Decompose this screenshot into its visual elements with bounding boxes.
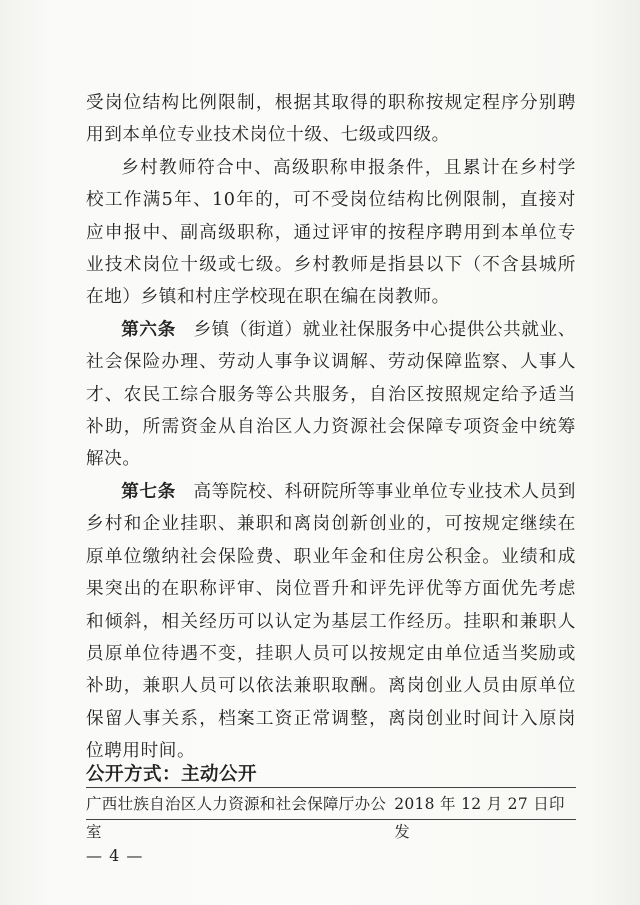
disclosure-method: 公开方式：主动公开 <box>86 764 258 785</box>
issue-line <box>86 790 576 846</box>
paragraph-1 <box>86 87 576 152</box>
footer-rule-bottom <box>86 819 576 820</box>
paragraph-1-text: 受岗位结构比例限制，根据其取得的职称按规定程序分别聘用到本单位专业技术岗位十级、七级或四级。 <box>86 93 576 146</box>
issuing-office: 广西壮族自治区人力资源和社会保障厅办公室 <box>86 795 387 841</box>
footer-rule-top <box>86 787 576 788</box>
page-number: — 4 — <box>86 846 144 865</box>
article-6-heading: 第六条 <box>121 318 176 340</box>
paragraph-2-text: 乡村教师符合中、高级职称申报条件，且累计在乡村学校工作满5年、10年的，可不受岗位结构比例限制，直接对应申报中、副高级职称，通过评审的按程序聘用到本单位专业技术岗位十级或七级。乡村教师是指县以下（不含县城所在地）乡镇和村庄学校现在职在编在岗教师。 <box>86 157 576 308</box>
issue-date: 2018 年 12 月 27 日印发 <box>394 795 565 841</box>
article-7-paragraph <box>86 476 576 768</box>
article-6-paragraph <box>86 314 576 476</box>
article-7-text: 高等院校、科研院所等事业单位专业技术人员到乡村和企业挂职、兼职和离岗创新创业的，可按规定继续在原单位缴纳社会保险费、职业年金和住房公积金。业绩和成果突出的在职称评审、岗位晋升和评先评优等方面优先考虑和倾斜，相关经历可以认定为基层工作经历。挂职和兼职人员原单位待遇不变，挂职人员可以按规定由单位适当奖励或补助，兼职人员可以依法兼职取酬。离岗创业人员由原单位保留人事关系，档案工资正常调整，离岗创业时间计入原岗位聘用时间。 <box>86 481 576 762</box>
article-6-text: 乡镇（街道）就业社保服务中心提供公共就业、社会保险办理、劳动人事争议调解、劳动保障监察、人事人才、农民工综合服务等公共服务，自治区按照规定给予适当补助，所需资金从自治区人力资源社会保障专项资金中统筹解决。 <box>86 319 576 470</box>
paragraph-2 <box>86 152 576 314</box>
document-body <box>86 87 576 768</box>
article-7-heading: 第七条 <box>121 480 176 502</box>
